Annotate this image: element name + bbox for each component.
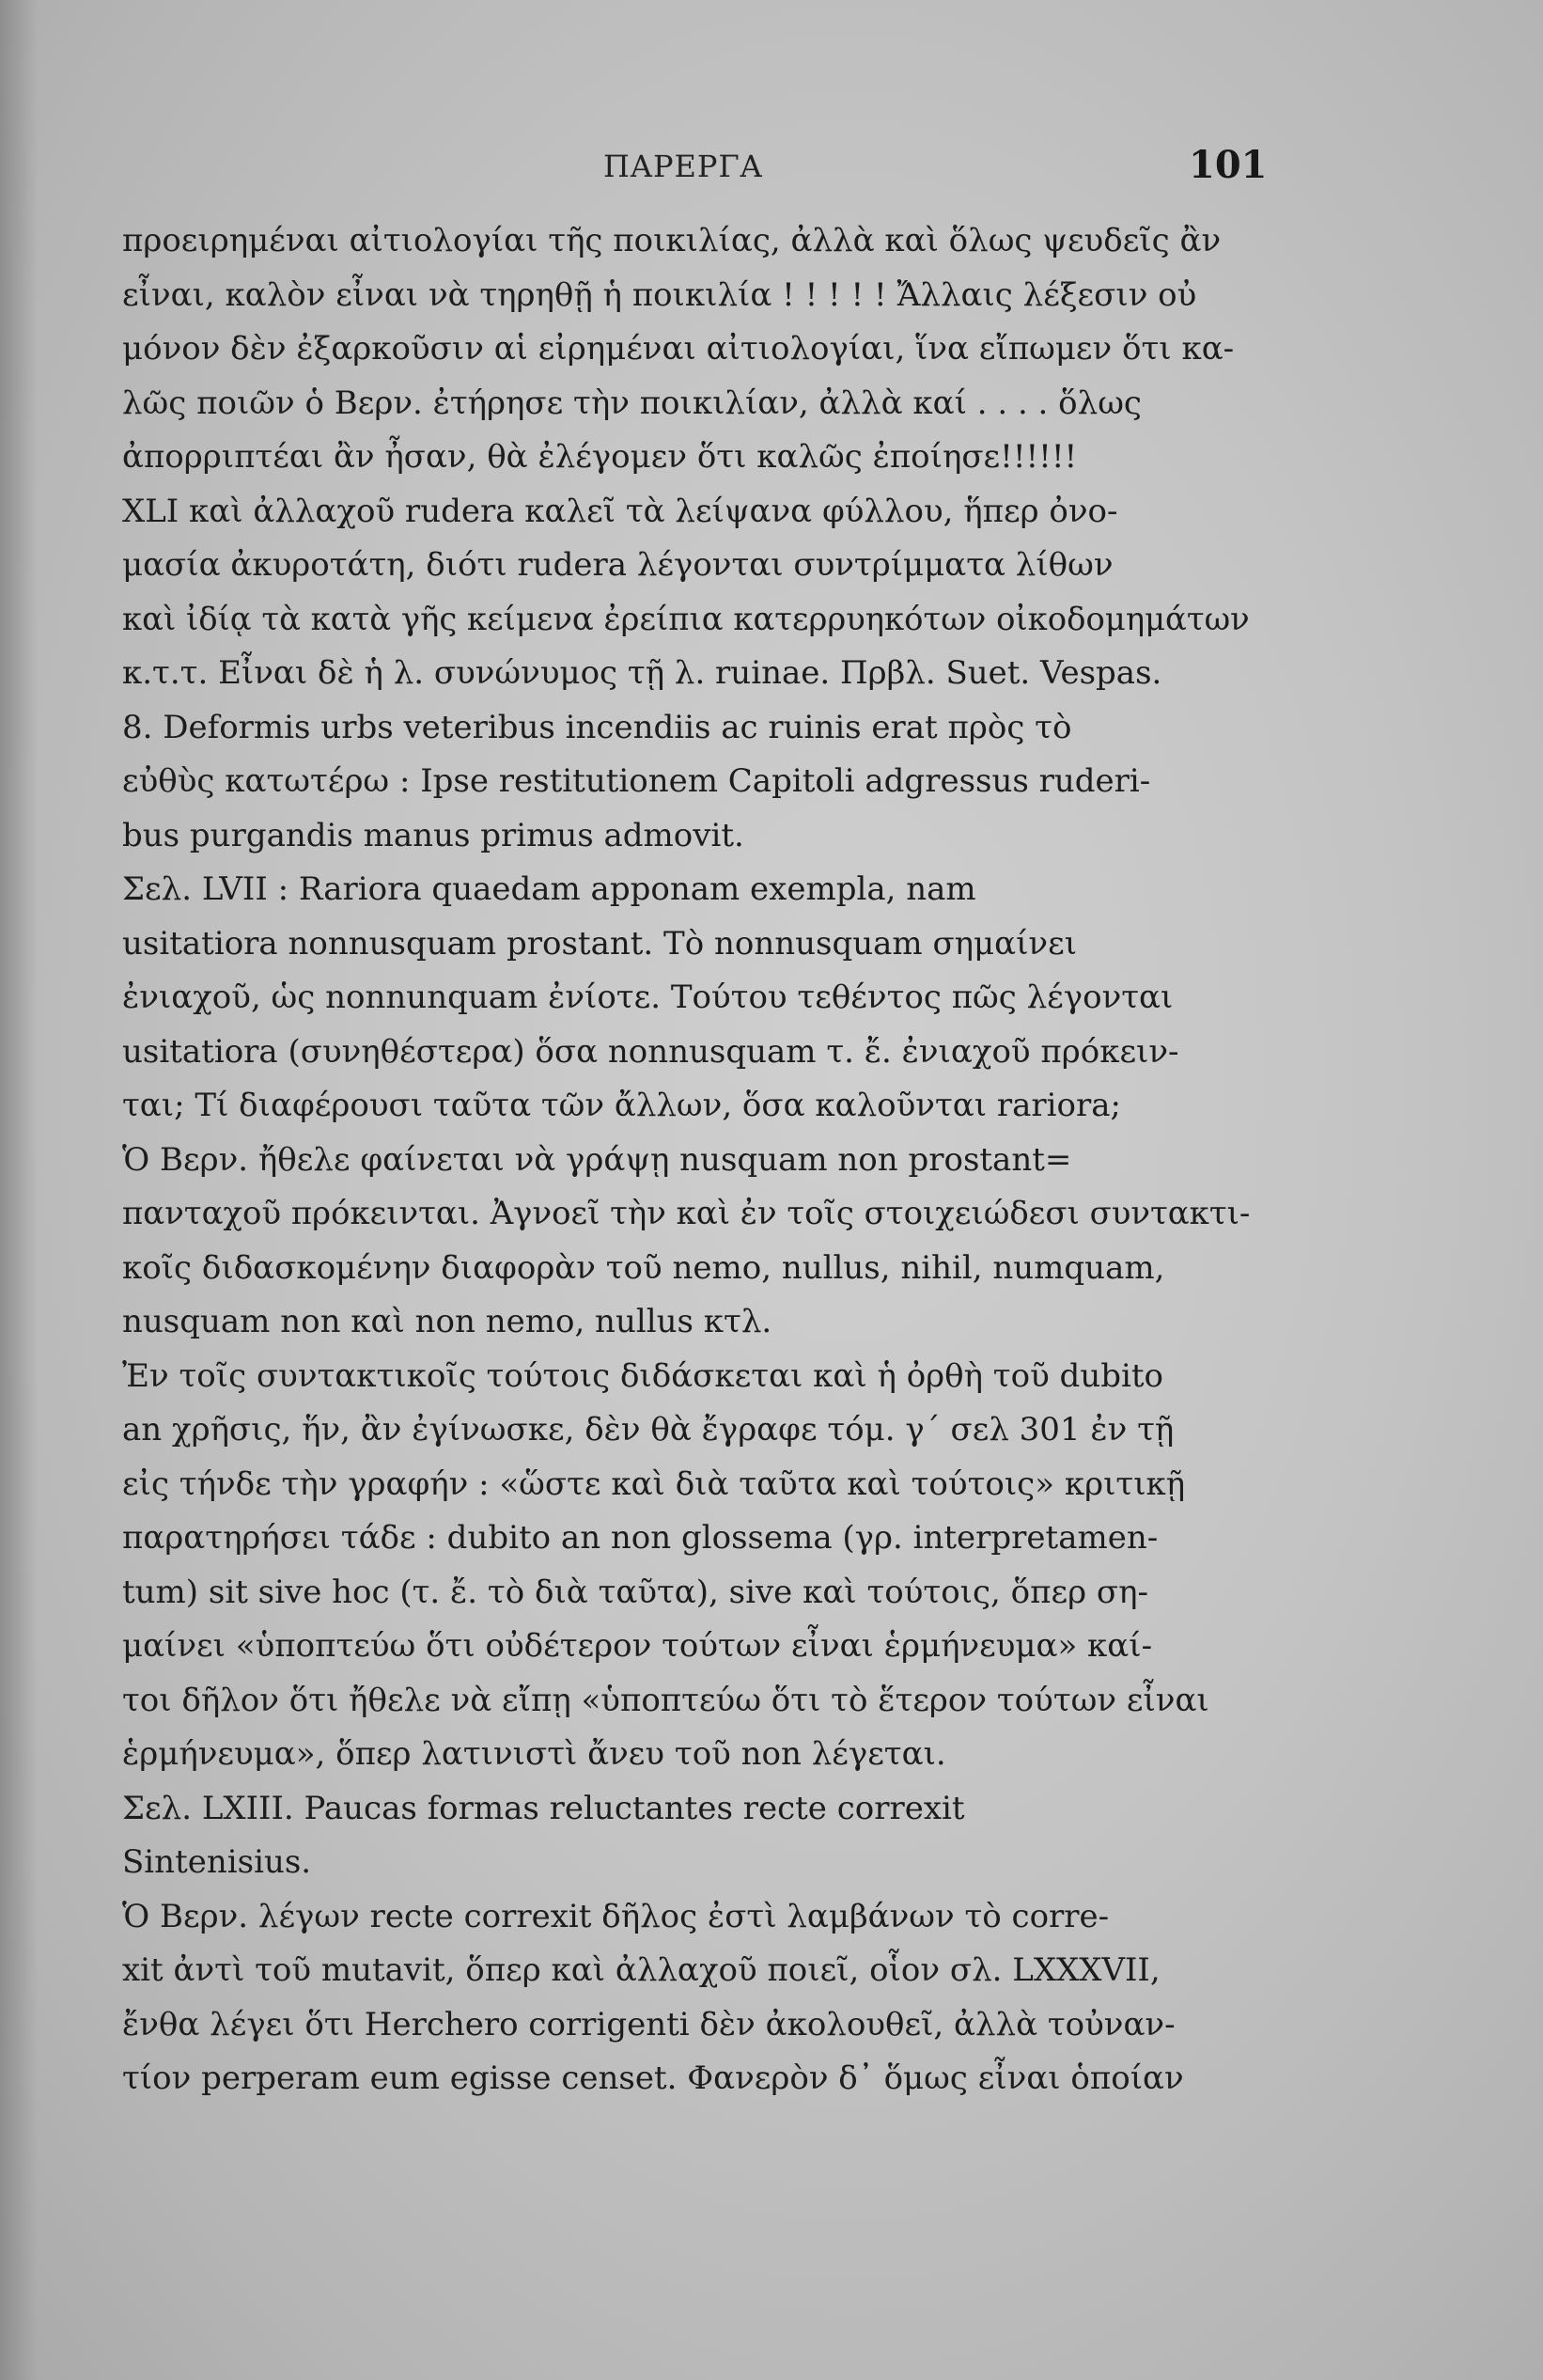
text-line: εἶναι, καλὸν εἶναι νὰ τηρηθῇ ἡ ποικιλία ! ! ! ! ! Ἄλλαις λέξεσιν οὐ [122, 275, 1197, 314]
text-line: εἰς τήνδε τὴν γραφήν : «ὥστε καὶ διὰ ταῦτα καὶ τούτοις» κριτικῇ [122, 1464, 1186, 1503]
text-line: Ἐν τοῖς συντακτικοῖς τούτοις διδάσκεται καὶ ἡ ὀρθὴ τοῦ dubito [122, 1356, 1163, 1395]
text-line: ται; Τί διαφέρουσι ταῦτα τῶν ἄλλων, ὅσα καλοῦνται rariora; [122, 1087, 1121, 1124]
text-line: Σελ. LVII : Rariora quaedam apponam exempla, nam [122, 870, 976, 908]
text-line: λῶς ποιῶν ὁ Βερν. ἐτήρησε τὴν ποικιλίαν, ἀλλὰ καί . . . . ὅλως [122, 384, 1142, 422]
text-line: πανταχοῦ πρόκεινται. Ἀγνοεῖ τὴν καὶ ἐν τοῖς στοιχειώδεσι συντακτι- [122, 1195, 1251, 1232]
text-line: εὐθὺς κατωτέρω : Ipse restitutionem Capitoli adgressus ruderi- [122, 762, 1151, 800]
text-line: μαίνει «ὑποπτεύω ὅτι οὐδέτερον τούτων εἶναι ἑρμήνευμα» καί- [122, 1627, 1153, 1665]
text-line: ἐνιαχοῦ, ὡς nonnunquam ἐνίοτε. Τούτου τεθέντος πῶς λέγονται [122, 979, 1174, 1016]
text-line: usitatiora nonnusquam prostant. Τὸ nonnusquam σημαίνει [122, 924, 1078, 963]
text-line: μασία ἀκυροτάτη, διότι rudera λέγονται συντρίμματα λίθων [122, 546, 1114, 584]
text-line: Ὁ Βερν. λέγων recte correxit δῆλος ἐστὶ λαμβάνων τὸ corre- [122, 1897, 1110, 1935]
text-line: Sintenisius. [122, 1843, 312, 1881]
text-line: κοῖς διδασκομένην διαφορὰν τοῦ nemo, nullus, nihil, numquam, [122, 1248, 1165, 1287]
text-line: μόνον δὲν ἐξαρκοῦσιν αἱ εἰρημέναι αἰτιολογίαι, ἵνα εἴπωμεν ὅτι κα- [122, 330, 1235, 368]
text-line: 8. Deformis urbs veteribus incendiis ac ruinis erat πρὸς τὸ [122, 708, 1072, 746]
text-line: an χρῆσις, ἥν, ἂν ἐγίνωσκε, δὲν θὰ ἔγραφε τόμ. γ΄ σελ 301 ἐν τῇ [122, 1411, 1175, 1448]
text-line: bus purgandis manus primus admovit. [122, 816, 744, 854]
text-line: nusquam non καὶ non nemo, nullus κτλ. [122, 1303, 772, 1340]
text-line: xit ἀντὶ τοῦ mutavit, ὅπερ καὶ ἀλλαχοῦ ποιεῖ, οἷον σλ. LXXXVII, [122, 1951, 1161, 1989]
text-line: XLI καὶ ἀλλαχοῦ rudera καλεῖ τὰ λείψανα φύλλου, ἥπερ ὀνο- [122, 492, 1118, 530]
text-line: usitatiora (συνηθέστερα) ὅσα nonnusquam τ. ἔ. ἐνιαχοῦ πρόκειν- [122, 1032, 1179, 1071]
text-line: Σελ. LXIII. Paucas formas reluctantes recte correxit [122, 1789, 965, 1827]
text-line: παρατηρήσει τάδε : dubito an non glossema (γρ. interpretamen- [122, 1519, 1159, 1557]
text-line: ἀπορριπτέαι ἂν ἦσαν, θὰ ἐλέγομεν ὅτι καλῶς ἐποίησε!!!!!! [122, 438, 1078, 476]
text-line: τοι δῆλον ὅτι ἤθελε νὰ εἴπῃ «ὑποπτεύω ὅτι τὸ ἕτερον τούτων εἶναι [122, 1681, 1209, 1719]
text-line: Ὁ Βερν. ἤθελε φαίνεται νὰ γράψῃ nusquam non prostant= [122, 1140, 1072, 1179]
text-line: τίον perperam eum egisse censet. Φανερὸν δ᾽ ὅμως εἶναι ὁποίαν [122, 2059, 1184, 2097]
running-title: ΠΑΡΕΡΓΑ [603, 149, 763, 184]
text-line: ἔνθα λέγει ὅτι Herchero corrigenti δὲν ἀκολουθεῖ, ἀλλὰ τοὐναν- [122, 2005, 1176, 2043]
text-line: καὶ ἰδίᾳ τὰ κατὰ γῆς κείμενα ἐρείπια κατερρυηκότων οἰκοδομημάτων [122, 600, 1250, 638]
text-line: tum) sit sive hoc (τ. ἔ. τὸ διὰ ταῦτα), sive καὶ τούτοις, ὅπερ ση- [122, 1573, 1148, 1611]
page-header [0, 139, 1543, 196]
page-number: 101 [1189, 143, 1268, 187]
text-line: προειρημέναι αἰτιολογίαι τῆς ποικιλίας, ἀλλὰ καὶ ὅλως ψευδεῖς ἂν [122, 222, 1222, 259]
body-text [122, 214, 1250, 2106]
text-line: κ.τ.τ. Εἶναι δὲ ἡ λ. συνώνυμος τῇ λ. ruinae. Πρβλ. Suet. Vespas. [122, 654, 1162, 692]
text-line: ἑρμήνευμα», ὅπερ λατινιστὶ ἄνευ τοῦ non λέγεται. [122, 1735, 946, 1773]
